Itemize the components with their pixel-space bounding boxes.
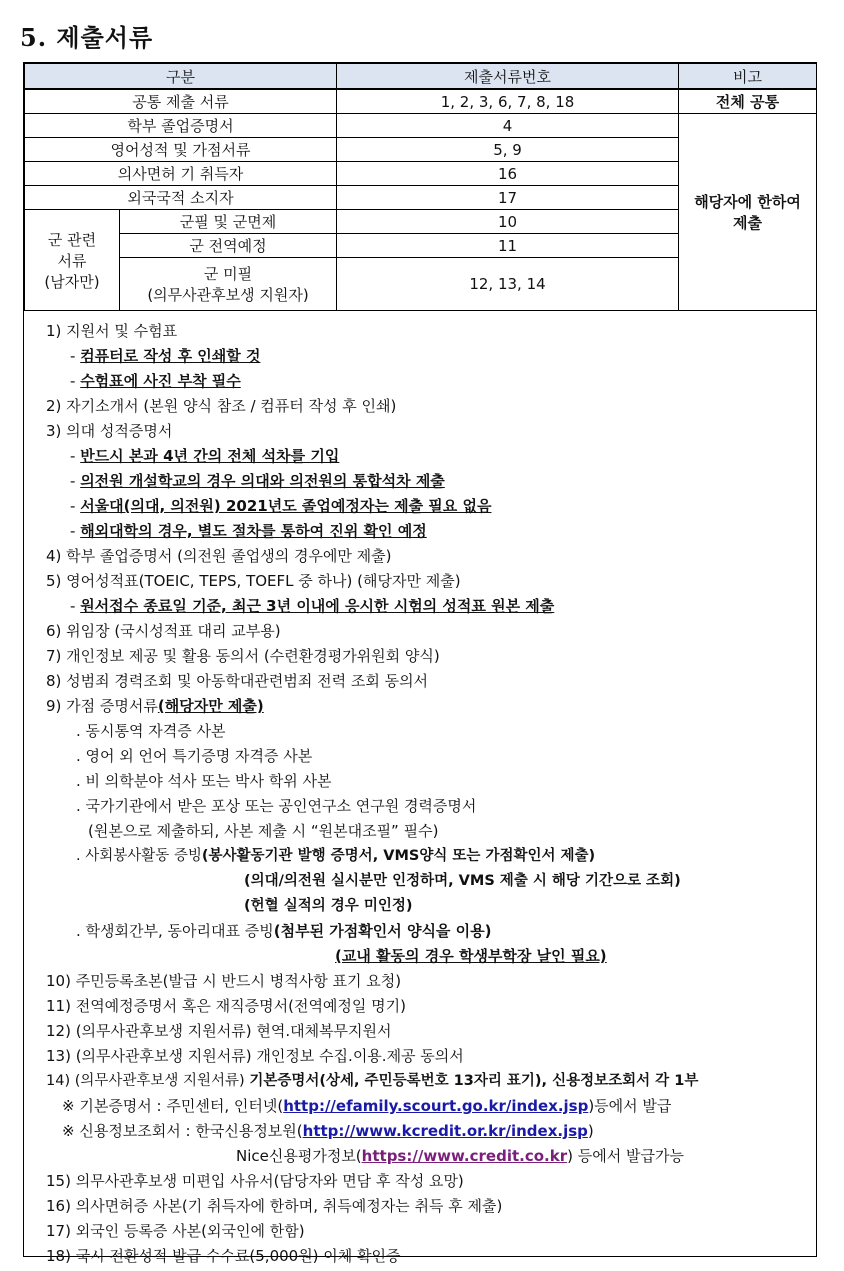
row-note: 전체 공통 [679,89,817,114]
list-item-text: ※ 기본증명서 : 주민센터, 인터넷( [62,1097,284,1115]
list-item-text: 서울대(의대, 의전원) 2021년도 졸업예정자는 제출 필요 없음 [80,497,492,515]
list-item-text: ※ 신용정보조회서 : 한국신용정보원( [62,1122,303,1140]
list-item-text: . 학생회간부, 동아리대표 증빙 [76,922,274,940]
dash: - [70,497,81,515]
dash: - [70,597,81,615]
list-item [70,521,427,541]
list-item [70,371,241,391]
row-label: 의사면허 기 취득자 [25,162,337,186]
list-item: (원본으로 제출하되, 사본 제출 시 “원본대조필” 필수) [88,822,439,840]
list-item: 4) 학부 졸업증명서 (의전원 졸업생의 경우에만 제출) [46,547,392,565]
list-item: 5) 영어성적표(TOEIC, TEPS, TOEFL 중 하나) (해당자만 제출) [46,572,461,590]
list-item [62,1121,594,1141]
row-numbers: 10 [337,210,679,234]
list-item-text: ) 등에서 발급가능 [567,1147,684,1165]
list-item: 8) 성범죄 경력조회 및 아동학대관련범죄 전력 조회 동의서 [46,672,429,690]
row-numbers: 1, 2, 3, 6, 7, 8, 18 [337,89,679,114]
list-item [70,446,339,466]
row-label-line2: (의무사관후보생 지원자) [147,286,309,304]
list-item-text: )등에서 발급 [588,1097,672,1115]
list-item-text: . 사회봉사활동 증빙 [76,848,202,864]
row-numbers: 17 [337,186,679,210]
list-item [46,696,264,716]
list-item [76,846,595,866]
header-numbers: 제출서류번호 [337,64,679,90]
list-item-text: 컴퓨터로 작성 후 인쇄할 것 [80,347,261,365]
list-item: 15) 의무사관후보생 미편입 사유서(담당자와 면담 후 작성 요망) [46,1172,464,1190]
list-item: 1) 지원서 및 수험표 [46,322,178,340]
note-applicable-line2: 제출 [733,214,762,232]
list-item [76,921,491,941]
list-item: 13) (의무사관후보생 지원서류) 개인정보 수집.이용.제공 동의서 [46,1047,464,1065]
list-item: . 동시통역 자격증 사본 [76,722,226,740]
row-label: 공통 제출 서류 [25,89,337,114]
list-item-emphasis: (해당자만 제출) [157,697,264,715]
header-note: 비고 [679,64,817,90]
dash: - [70,447,81,465]
list-item-text: 9) 가점 증명서류 [46,697,158,715]
documents-frame [23,62,817,1265]
list-item-text: 14) (의무사관후보생 지원서류) [46,1073,250,1089]
efamily-link[interactable]: http://efamily.scourt.go.kr/index.jsp [283,1097,589,1115]
row-numbers: 12, 13, 14 [337,258,679,311]
list-item-emphasis: 기본증명서(상세, 주민등록번호 13자리 표기), 신용정보조회서 각 1부 [249,1073,699,1089]
dash: - [70,522,81,540]
military-line3: (남자만) [44,272,100,291]
list-item: 7) 개인정보 제공 및 활용 동의서 (수련환경평가위원회 양식) [46,647,440,665]
list-item: 12) (의무사관후보생 지원서류) 현역.대체복무지원서 [46,1022,392,1040]
header-category: 구분 [25,64,337,90]
row-label: 학부 졸업증명서 [25,114,337,138]
row-numbers: 4 [337,114,679,138]
list-item [62,1096,671,1116]
military-line1: 군 관련 [47,230,97,249]
row-label: 군 전역예정 [120,234,337,258]
table-row [25,114,817,138]
list-item [70,471,445,491]
list-item-text: ) [587,1122,594,1140]
list-item [46,1071,698,1091]
row-label: 군필 및 군면제 [120,210,337,234]
list-item-text: 의전원 개설학교의 경우 의대와 의전원의 통합석차 제출 [80,472,445,490]
dash: - [70,472,81,490]
list-item: 10) 주민등록초본(발급 시 반드시 병적사항 표기 요청) [46,972,402,990]
list-item-emphasis: (첨부된 가점확인서 양식을 이용) [273,922,492,940]
list-item: 16) 의사면허증 사본(기 취득자에 한하며, 취득예정자는 취득 후 제출) [46,1197,503,1215]
list-item: (헌혈 실적의 경우 미인정) [244,898,413,914]
list-item: 18) 국시 전환성적 발급 수수료(5,000원) 이체 확인증 [46,1247,401,1265]
section-title: 5. 제출서류 [20,23,154,52]
table-header-row [25,64,817,90]
row-label: 외국국적 소지자 [25,186,337,210]
list-item [70,596,554,616]
list-item: 3) 의대 성적증명서 [46,422,173,440]
list-item-text: 원서접수 종료일 기준, 최근 3년 이내에 응시한 시험의 성적표 원본 제출 [80,597,555,615]
kcredit-link[interactable]: http://www.kcredit.or.kr/index.jsp [302,1122,588,1140]
list-item-text: 수험표에 사진 부착 필수 [80,372,241,390]
row-numbers: 16 [337,162,679,186]
list-item-emphasis: (봉사활동기관 발행 증명서, VMS양식 또는 가점확인서 제출) [201,848,596,864]
list-item-text: 반드시 본과 4년 간의 전체 석차를 기입 [80,447,340,465]
submission-table [24,63,817,311]
row-label: 영어성적 및 가점서류 [25,138,337,162]
military-line2: 서류 [57,251,87,270]
list-item [70,346,260,366]
list-item: (교내 활동의 경우 학생부학장 날인 필요) [335,947,607,965]
list-item: 11) 전역예정증명서 혹은 재직증명서(전역예정일 명기) [46,997,407,1015]
dash: - [70,347,81,365]
military-group-label [25,210,120,311]
list-item: 2) 자기소개서 (본원 양식 참조 / 컴퓨터 작성 후 인쇄) [46,397,397,415]
row-numbers: 5, 9 [337,138,679,162]
list-item-text: 해외대학의 경우, 별도 절차를 통하여 진위 확인 예정 [80,522,427,540]
row-label [120,258,337,311]
row-numbers: 11 [337,234,679,258]
row-label-line1: 군 미필 [203,265,253,283]
note-applicable-line1: 해당자에 한하여 [694,193,801,211]
list-item: . 비 의학분야 석사 또는 박사 학위 사본 [76,772,332,790]
list-item: (의대/의전원 실시분만 인정하며, VMS 제출 시 해당 기간으로 조회) [244,873,681,889]
list-item [70,496,491,516]
list-item [236,1146,684,1166]
table-row [25,89,817,114]
list-item: . 국가기관에서 받은 포상 또는 공인연구소 연구원 경력증명서 [76,797,477,815]
list-item: . 영어 외 언어 특기증명 자격증 사본 [76,747,313,765]
credit-link[interactable]: https://www.credit.co.kr [361,1147,568,1165]
list-item: 17) 외국인 등록증 사본(외국인에 한함) [46,1222,305,1240]
list-item: 6) 위임장 (국시성적표 대리 교부용) [46,622,281,640]
note-applicable [679,114,817,311]
list-item-text: Nice신용평가정보( [236,1147,362,1165]
dash: - [70,372,81,390]
